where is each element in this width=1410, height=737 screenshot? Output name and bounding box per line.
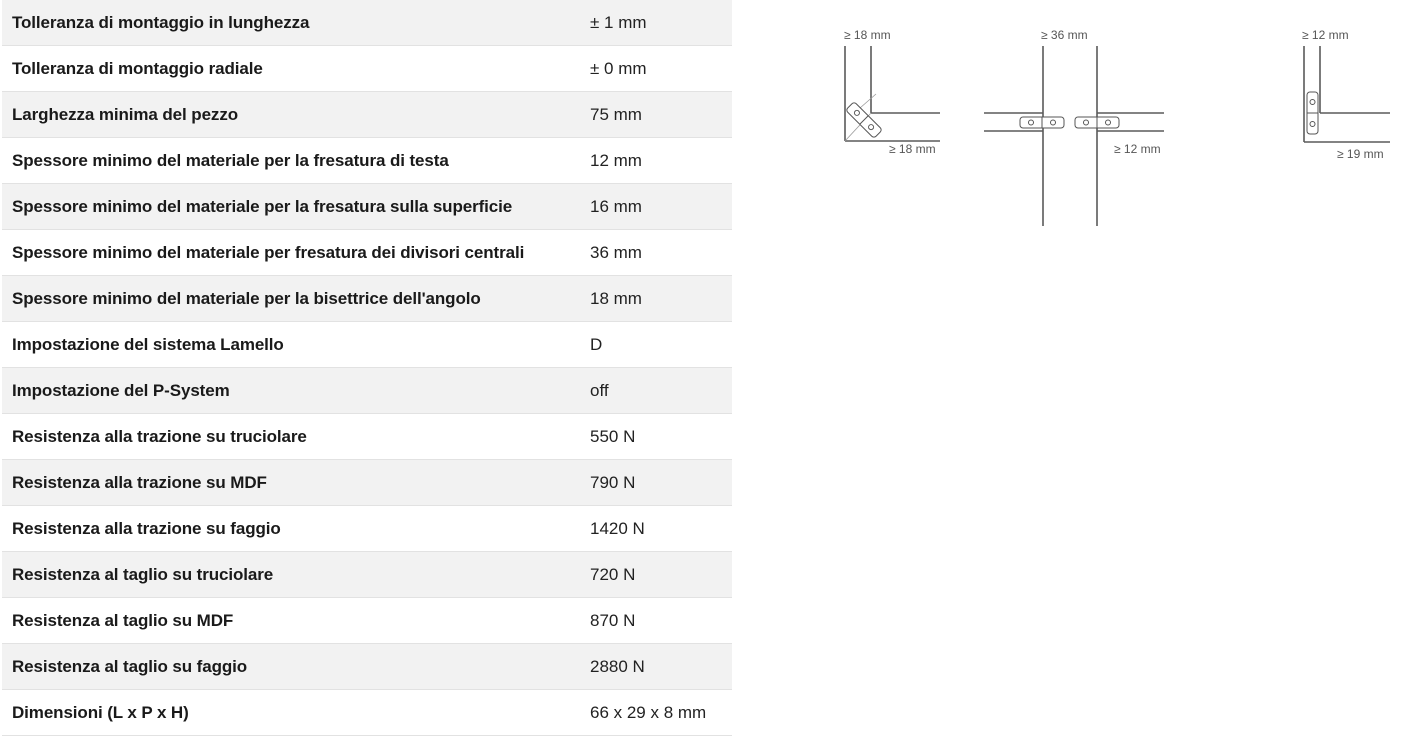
miter-hatch (860, 94, 876, 108)
tee-bottom-dimension: ≥ 19 mm (1337, 147, 1384, 161)
spec-value: D (590, 334, 603, 354)
center-divider-diagram (984, 28, 1164, 226)
table-row (2, 46, 732, 92)
spec-value: 66 x 29 x 8 mm (590, 702, 707, 722)
spec-value: ± 1 mm (590, 12, 647, 32)
spec-value: 1420 N (590, 518, 645, 538)
spec-label: Spessore minimo del materiale per la fresatura sulla superficie (12, 196, 513, 216)
spec-label: Resistenza al taglio su faggio (12, 656, 248, 676)
spec-value: 2880 N (590, 656, 645, 676)
spec-label: Dimensioni (L x P x H) (12, 702, 189, 722)
spec-value: off (590, 380, 609, 400)
miter-lamello-connector (846, 102, 883, 139)
t-joint-diagram (1302, 28, 1390, 161)
miter-top-dimension: ≥ 18 mm (844, 28, 891, 42)
spec-value: 720 N (590, 564, 636, 584)
table-row (2, 368, 732, 414)
spec-label: Impostazione del sistema Lamello (12, 334, 284, 354)
miter-bottom-dimension: ≥ 18 mm (889, 142, 936, 156)
table-row (2, 92, 732, 138)
spec-label: Resistenza alla trazione su faggio (12, 518, 281, 538)
spec-label: Larghezza minima del pezzo (12, 104, 239, 124)
table-row (2, 276, 732, 322)
spec-label: Spessore minimo del materiale per fresatura dei divisori centrali (12, 242, 525, 262)
table-row (2, 598, 732, 644)
spec-label: Resistenza al taglio su MDF (12, 610, 234, 630)
miter-line (845, 113, 871, 141)
spec-label: Resistenza al taglio su truciolare (12, 564, 274, 584)
center-top-dimension: ≥ 36 mm (1041, 28, 1088, 42)
table-row (2, 552, 732, 598)
table-row (2, 460, 732, 506)
table-row (2, 322, 732, 368)
spec-label: Tolleranza di montaggio radiale (12, 58, 263, 78)
miter-joint-diagram (844, 28, 940, 156)
tee-top-dimension: ≥ 12 mm (1302, 28, 1349, 42)
table-row (2, 690, 732, 736)
left-lamello-connector (1020, 117, 1064, 128)
spec-value: 550 N (590, 426, 636, 446)
table-row (2, 138, 732, 184)
table-row (2, 644, 732, 690)
table-row (2, 506, 732, 552)
right-lamello-connector (1075, 117, 1119, 128)
spec-value: 75 mm (590, 104, 642, 124)
tee-lamello-connector (1307, 92, 1318, 134)
spec-label: Impostazione del P-System (12, 380, 230, 400)
spec-value: 36 mm (590, 242, 642, 262)
spec-value: 18 mm (590, 288, 642, 308)
table-row (2, 0, 732, 46)
spec-value: ± 0 mm (590, 58, 647, 78)
spec-label: Spessore minimo del materiale per la bisettrice dell'angolo (12, 288, 481, 308)
spec-value: 12 mm (590, 150, 642, 170)
spec-label: Spessore minimo del materiale per la fresatura di testa (12, 150, 449, 170)
specs-table (2, 0, 732, 736)
spec-label: Tolleranza di montaggio in lunghezza (12, 12, 310, 32)
spec-value: 790 N (590, 472, 636, 492)
table-row (2, 230, 732, 276)
center-bottom-dimension: ≥ 12 mm (1114, 142, 1161, 156)
table-row (2, 184, 732, 230)
spec-value: 870 N (590, 610, 636, 630)
spec-label: Resistenza alla trazione su truciolare (12, 426, 307, 446)
table-row (2, 414, 732, 460)
spec-label: Resistenza alla trazione su MDF (12, 472, 267, 492)
spec-value: 16 mm (590, 196, 642, 216)
